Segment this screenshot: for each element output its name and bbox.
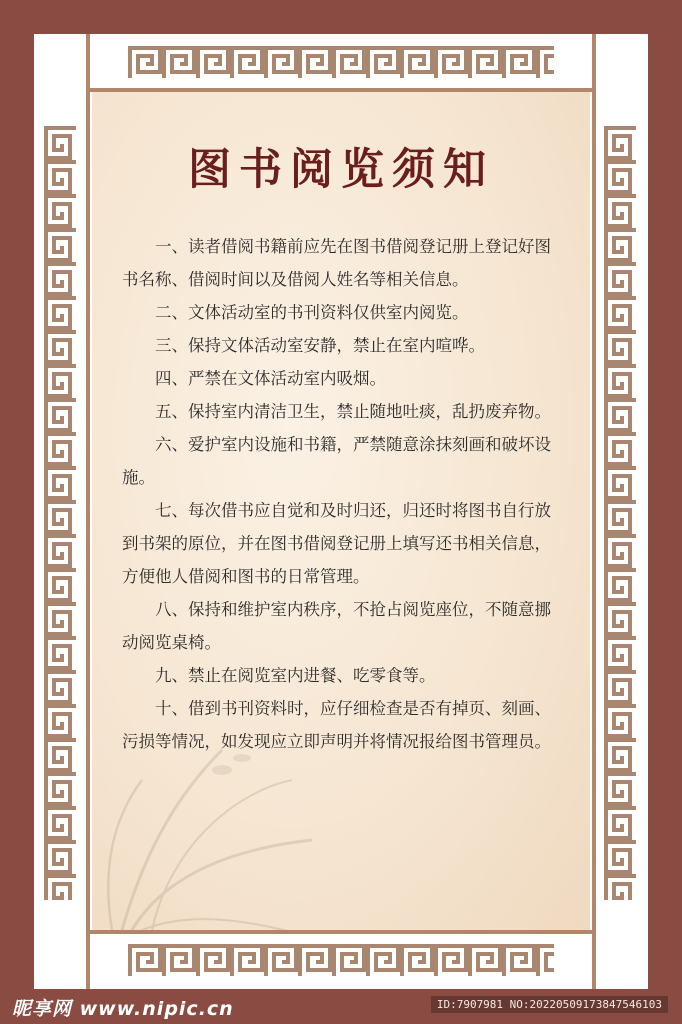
- bottom-divider: [90, 930, 592, 934]
- right-border-pattern: [604, 126, 638, 900]
- notice-title: 图书阅览须知: [188, 145, 494, 195]
- notice-item: 七、每次借书应自觉和及时归还，归还时将图书自行放到书架的原位，并在图书借阅登记册上填写还书相关信息，方便他人借阅和图书的日常管理。: [122, 501, 551, 586]
- notice-item: 八、保持和维护室内秩序，不抢占阅览座位，不随意挪动阅览桌椅。: [122, 600, 551, 652]
- notice-item: 三、保持文体活动室安静，禁止在室内喧哗。: [155, 336, 485, 355]
- notice-item: 十、借到书刊资料时，应仔细检查是否有掉页、刻画、污损等情况，如发现应立即声明并将情况报给图书管理员。: [122, 699, 551, 751]
- notice-item: 二、文体活动室的书刊资料仅供室内阅览。: [155, 303, 469, 322]
- notice-item: 五、保持室内清洁卫生，禁止随地吐痰，乱扔废弃物。: [155, 402, 551, 421]
- bottom-border-pattern: [128, 944, 554, 978]
- notice-content: [122, 230, 562, 758]
- site-watermark-logo: 昵享网 www.nipic.cn: [12, 998, 234, 1020]
- notice-item: 九、禁止在阅览室内进餐、吃零食等。: [155, 666, 436, 685]
- notice-item: 一、读者借阅书籍前应先在图书借阅登记册上登记好图书名称、借阅时间以及借阅人姓名等相关信息。: [122, 237, 551, 289]
- notice-item: 四、严禁在文体活动室内吸烟。: [155, 369, 386, 388]
- top-border-pattern: [128, 46, 554, 80]
- left-border-pattern: [44, 126, 78, 900]
- image-id-watermark: ID:7907981 NO:20220509173847546103: [431, 996, 668, 1013]
- notice-item: 六、爱护室内设施和书籍，严禁随意涂抹刻画和破坏设施。: [122, 435, 551, 487]
